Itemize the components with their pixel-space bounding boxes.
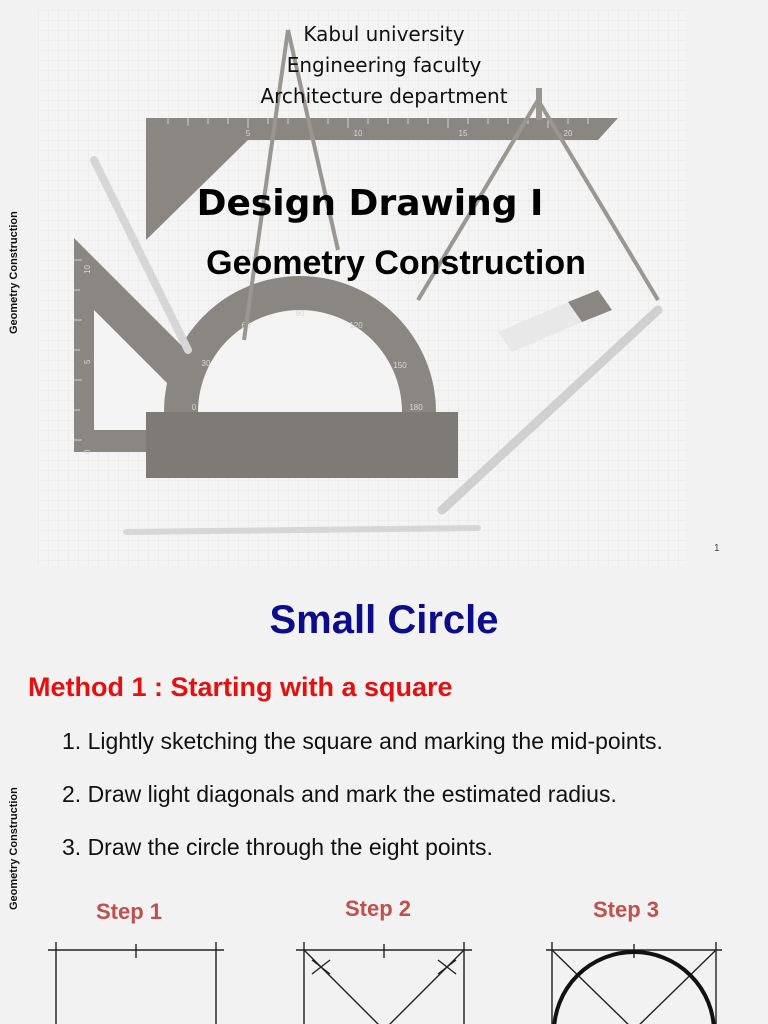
protractor-tick-label: 120 (349, 321, 363, 330)
side-label: Geometry Construction (8, 211, 20, 334)
institution-line: Kabul university (303, 22, 465, 46)
step-1-sketch (46, 940, 226, 1024)
institution-line: Engineering faculty (286, 53, 482, 77)
protractor-tick-label: 90 (295, 309, 305, 318)
slide-title: Design Drawing I (196, 183, 544, 224)
slide-subtitle: Geometry Construction (206, 244, 586, 282)
protractor-tick-label: 30 (201, 359, 211, 368)
step-3-sketch (544, 940, 724, 1024)
list-item: 3. Draw the circle through the eight points. (62, 834, 493, 860)
step-2-sketch (294, 940, 474, 1024)
triangle-tick-label: 5 (83, 359, 92, 364)
protractor-tick-label: 60 (241, 321, 251, 330)
ruler-tick-label: 5 (245, 129, 251, 138)
list-item: 1. Lightly sketching the square and marking the mid-points. (62, 728, 663, 754)
protractor-tick-label: 0 (191, 403, 197, 412)
page-number: 1 (714, 543, 720, 554)
institution-line: Architecture department (260, 84, 508, 108)
content-slide (0, 580, 768, 1024)
side-label: Geometry Construction (8, 787, 20, 910)
ruler-tick-label: 10 (353, 129, 363, 138)
slide-title: Small Circle (269, 598, 499, 642)
method-heading: Method 1 : Starting with a square (28, 672, 453, 702)
step-label: Step 2 (345, 896, 412, 921)
protractor-tick-label: 180 (409, 403, 423, 412)
step-label: Step 1 (96, 899, 163, 924)
step-label: Step 3 (593, 897, 660, 922)
ruler-tick-label: 15 (458, 129, 468, 138)
triangle-tick-label: 10 (83, 265, 92, 274)
flat-ruler (146, 412, 458, 478)
protractor-tick-label: 150 (393, 361, 407, 370)
steps-list (62, 728, 663, 887)
triangle-tick-label: 0 (83, 449, 92, 454)
list-item: 2. Draw light diagonals and mark the estimated radius. (62, 781, 617, 807)
ruler-tick-label: 20 (563, 129, 573, 138)
